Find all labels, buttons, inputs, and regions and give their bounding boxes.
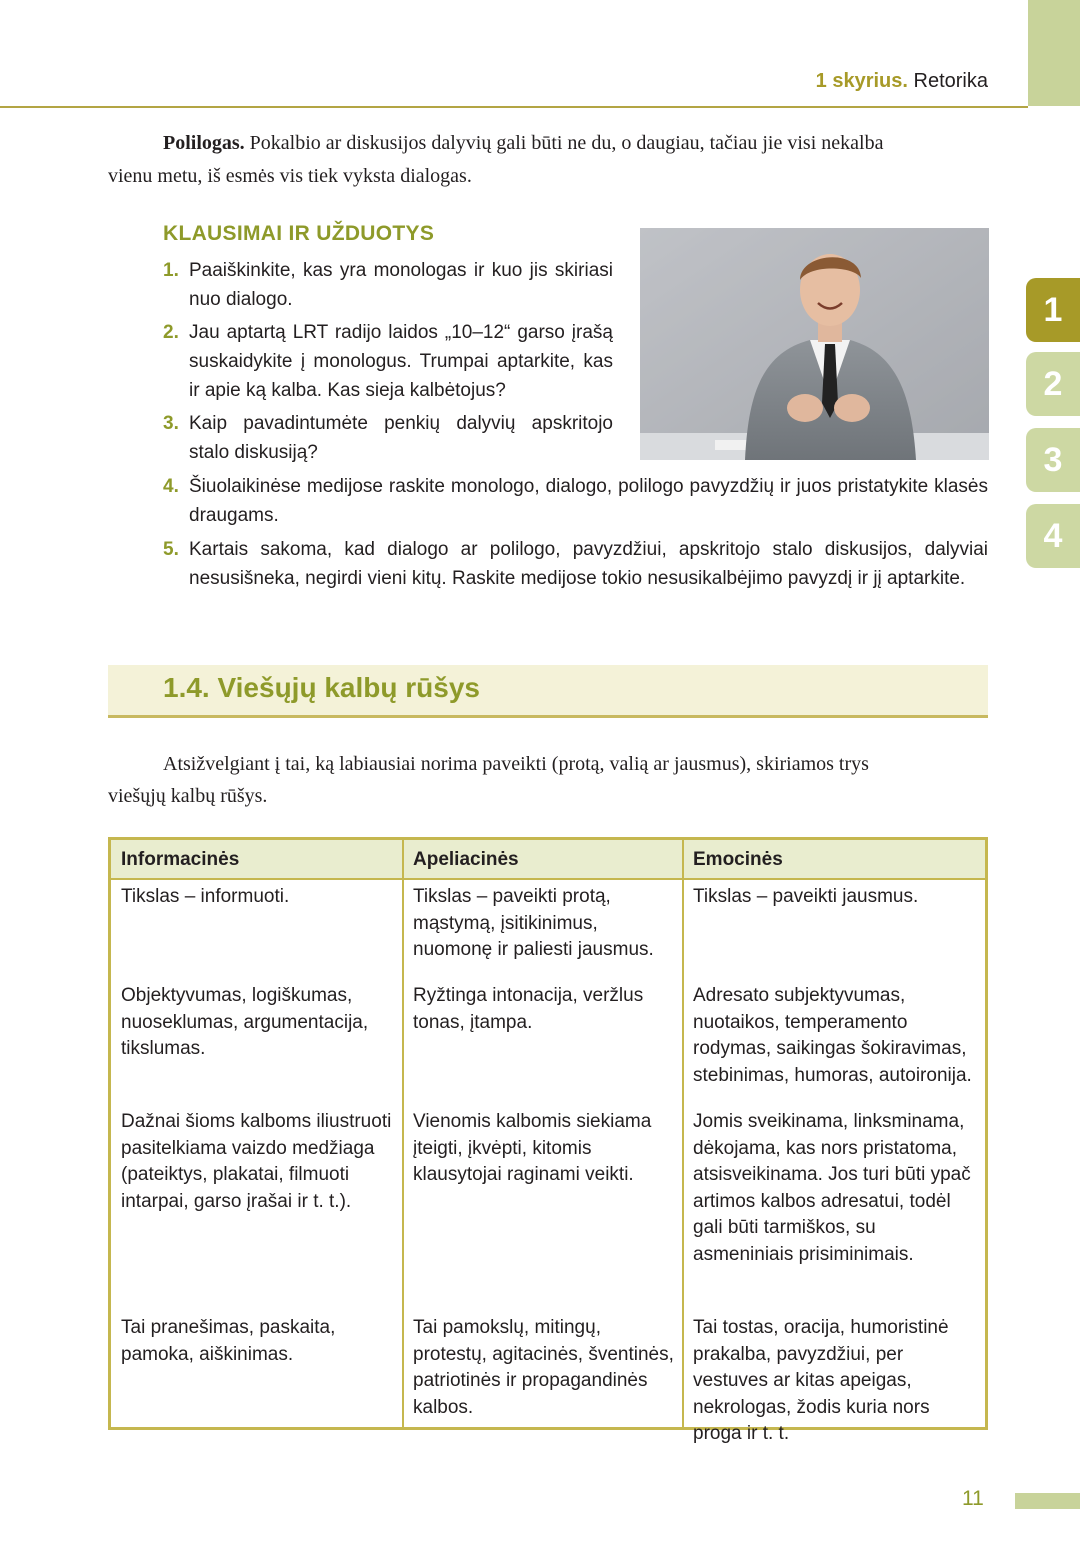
header-informacines: Informacinės (121, 849, 240, 870)
table-cell: Jomis sveikinama, linksminama, dėkojama, kas nors pristatoma, atsisveikinama. Jos turi būti ypač artimos kalbos adresatui, todėl gali būti tarmiškos, su asmeniniais prisiminimais. (693, 1111, 971, 1265)
polilogas-text-1: Pokalbio ar diskusijos dalyvių gali būti ne du, o daugiau, tačiau jie visi nekalba (249, 132, 884, 154)
header-apeliacines: Apeliacinės (413, 849, 519, 870)
task-number: 2. (163, 322, 179, 343)
task-item (163, 409, 613, 467)
task-text: Šiuolaikinėse medijose raskite monologo, dialogo, polilogo pavyzdžių ir juos pristatykite klasės draugams. (189, 476, 988, 526)
column-divider (402, 840, 404, 1427)
table-cell: Adresato subjektyvumas, nuotaikos, temperamento rodymas, saikingas šokiravimas, stebinimas, humoras, autoironija. (693, 985, 972, 1086)
chapter-tab-4[interactable]: 4 (1026, 504, 1080, 568)
table-cell: Dažnai šioms kalboms iliustruoti pasitelkiama vaizdo medžiaga (pateiktys, plakatai, filmuoti intarpai, garso įrašai ir t. t.). (121, 1111, 392, 1212)
task-number: 4. (163, 476, 179, 497)
section-title: 1.4. Viešųjų kalbų rūšys (163, 672, 480, 703)
corner-block (1028, 0, 1080, 106)
tasks-title: KLAUSIMAI IR UŽDUOTYS (163, 222, 435, 245)
table-cell: Ryžtinga intonacija, veržlus tonas, įtampa. (413, 985, 644, 1033)
task-text: Jau aptartą LRT radijo laidos „10–12“ garso įrašą suskaidykite į monologus. Trumpai aptarkite, kas ir apie ką kalba. Kas sieja kalbėtojus? (189, 322, 613, 401)
task-number: 3. (163, 413, 179, 434)
table-cell: Objektyvumas, logiškumas, nuoseklumas, argumentacija, tikslumas. (121, 985, 369, 1059)
businessman-photo (640, 228, 989, 460)
polilogas-line-2: vienu metu, iš esmės vis tiek vyksta dialogas. (108, 165, 472, 187)
task-item (163, 535, 988, 593)
chapter-tab-2[interactable]: 2 (1026, 352, 1080, 416)
task-text: Kartais sakoma, kad dialogo ar polilogo, pavyzdžiui, apskritojo stalo diskusijos, dalyviai nesusišneka, negirdi vieni kitų. Raskite medijose tokio nesusikalbėjimo pavyzdį ir jį aptarkite. (189, 539, 988, 589)
chapter-tab-1[interactable]: 1 (1026, 278, 1080, 342)
task-number: 5. (163, 539, 179, 560)
task-item (163, 472, 988, 530)
intro-line-2: viešųjų kalbų rūšys. (108, 785, 268, 807)
table-cell: Tai tostas, oracija, humoristinė prakalba, pavyzdžiui, per vestuves ar kitas apeigas, nekrologas, žodis kuria nors proga ir t. t. (693, 1317, 949, 1444)
table-header-row (111, 840, 985, 880)
table-cell: Tai pranešimas, paskaita, pamoka, aiškinimas. (121, 1317, 336, 1365)
table-cell: Tai pamokslų, mitingų, protestų, agitacinės, šventinės, patriotinės ir propagandinės kalbos. (413, 1317, 674, 1418)
table-cell: Tikslas – paveikti protą, mąstymą, įsitikinimus, nuomonę ir paliesti jausmus. (413, 886, 654, 960)
header-emocines: Emocinės (693, 849, 783, 870)
task-item (163, 256, 613, 314)
task-text: Kaip pavadintumėte penkių dalyvių apskritojo stalo diskusiją? (189, 413, 613, 463)
polilogas-line-1 (163, 127, 963, 160)
task-number: 1. (163, 260, 179, 281)
column-divider (682, 840, 684, 1427)
page-number-bar (1015, 1493, 1080, 1509)
task-item (163, 318, 613, 405)
task-text: Paaiškinkite, kas yra monologas ir kuo jis skiriasi nuo dialogo. (189, 260, 613, 310)
chapter-label: 1 skyrius. (815, 70, 908, 92)
intro-line-1: Atsižvelgiant į tai, ką labiausiai norima paveikti (protą, valią ar jausmus), skiriamos trys (163, 753, 869, 775)
table-cell: Tikslas – paveikti jausmus. (693, 886, 919, 907)
page-number: 11 (962, 1487, 984, 1510)
speech-types-table (108, 837, 988, 1444)
chapter-tab-3[interactable]: 3 (1026, 428, 1080, 492)
table-cell: Vienomis kalbomis siekiama įteigti, įkvėpti, kitomis klausytojai raginami veikti. (413, 1111, 652, 1185)
chapter-title: Retorika (913, 70, 988, 92)
running-header (816, 70, 988, 93)
polilogas-term: Polilogas. (163, 132, 245, 154)
table-cell: Tikslas – informuoti. (121, 886, 290, 907)
